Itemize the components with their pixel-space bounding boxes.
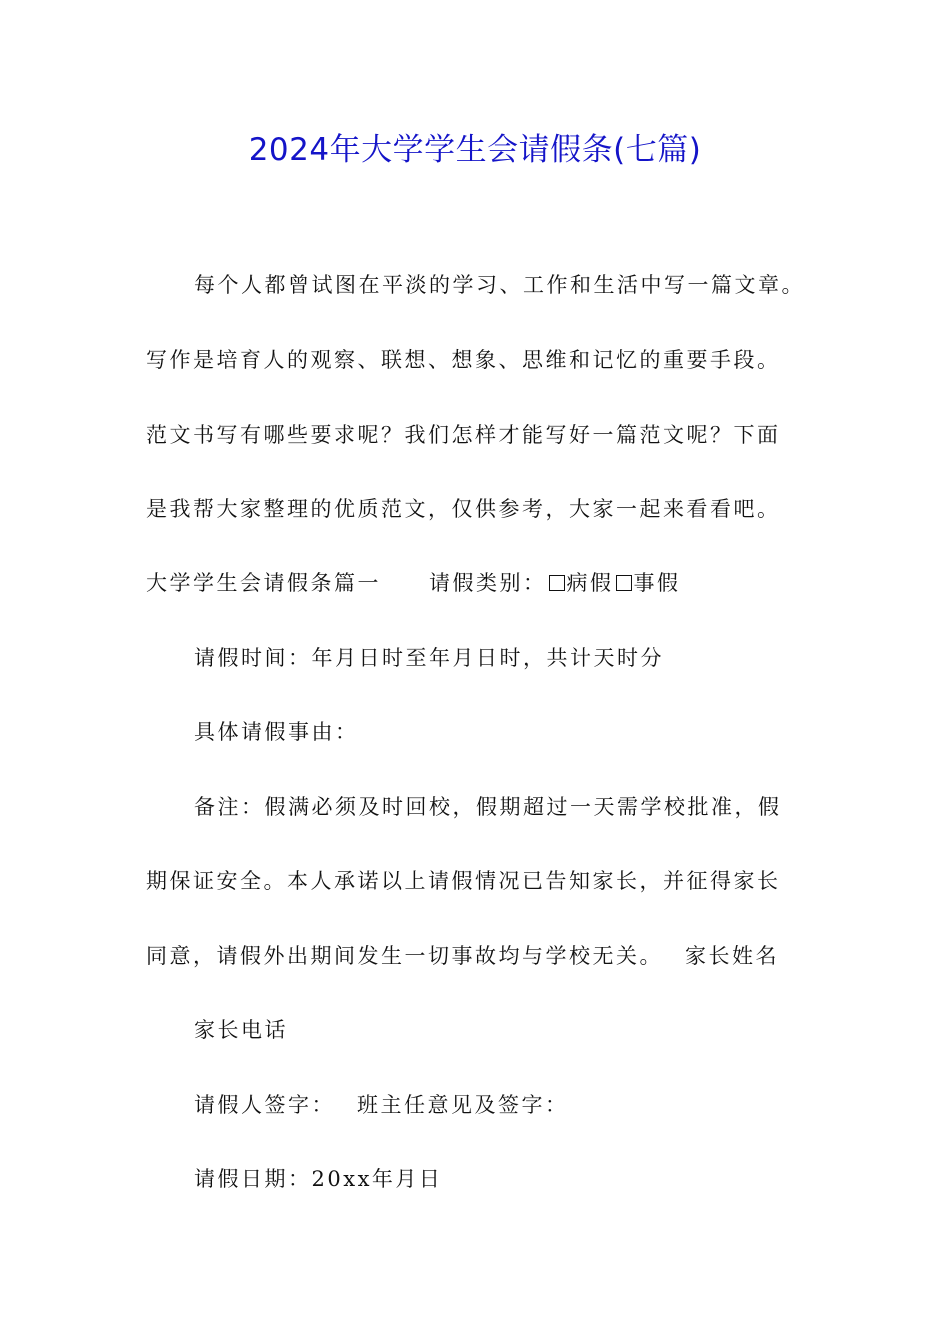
remarks-line-2: 期保证安全。本人承诺以上请假情况已告知家长，并征得家长 xyxy=(146,869,781,893)
document-title: 2024年大学学生会请假条(七篇) xyxy=(248,132,702,168)
intro-line-2: 写作是培育人的观察、联想、想象、思维和记忆的重要手段。 xyxy=(146,348,781,372)
intro-line-3: 范文书写有哪些要求呢？我们怎样才能写好一篇范文呢？下面 xyxy=(146,423,781,447)
leave-date: 请假日期：20xx年月日 xyxy=(194,1167,443,1191)
leave-type-label: 请假类别： xyxy=(429,571,547,595)
section-heading-line xyxy=(146,568,681,598)
section-heading: 大学学生会请假条篇一 xyxy=(146,571,381,595)
personal-leave-label: 事假 xyxy=(633,571,681,595)
sick-leave-label: 病假 xyxy=(566,571,614,595)
applicant-signature-label: 请假人签字： xyxy=(194,1093,335,1117)
leave-time: 请假时间：年月日时至年月日时，共计天时分 xyxy=(194,646,664,670)
remarks-line-3: 同意，请假外出期间发生一切事故均与学校无关。 xyxy=(146,944,663,968)
intro-line-4: 是我帮大家整理的优质范文，仅供参考，大家一起来看看吧。 xyxy=(146,497,781,521)
personal-leave-checkbox[interactable] xyxy=(616,575,632,591)
leave-reason: 具体请假事由： xyxy=(194,720,359,744)
remarks-line-1: 备注：假满必须及时回校，假期超过一天需学校批准，假 xyxy=(194,795,782,819)
intro-line-1: 每个人都曾试图在平淡的学习、工作和生活中写一篇文章。 xyxy=(194,273,805,297)
teacher-opinion-label: 班主任意见及签字： xyxy=(357,1093,569,1117)
signature-row xyxy=(194,1090,569,1120)
remarks-line-3-row xyxy=(146,941,779,971)
parent-name-label: 家长姓名 xyxy=(685,944,779,968)
parent-phone-label: 家长电话 xyxy=(194,1018,288,1042)
sick-leave-checkbox[interactable] xyxy=(549,575,565,591)
